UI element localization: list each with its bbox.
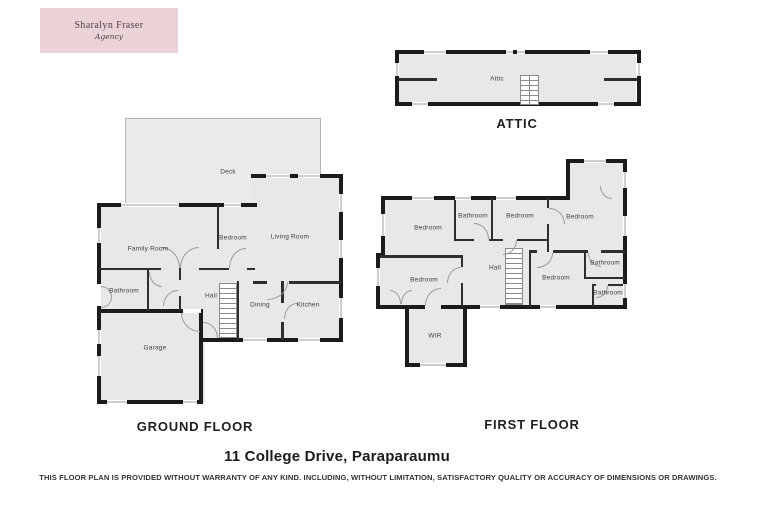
room-label-deck: Deck xyxy=(220,168,236,176)
room-label-wir: WIR xyxy=(428,332,442,340)
first-floor-heading: FIRST FLOOR xyxy=(484,417,580,432)
disclaimer-text: THIS FLOOR PLAN IS PROVIDED WITHOUT WARRANTY OF ANY KIND. INCLUDING, WITHOUT LIMITATION, SATISFACTORY QUALITY OR ACCURACY OF DIMENSIONS OR DRAWINGS. xyxy=(39,473,717,482)
room-label-bathroom-right-upper: Bathroom xyxy=(590,259,620,267)
window xyxy=(540,305,556,309)
room-label-bedroom-top-right: Bedroom xyxy=(566,213,594,221)
wall xyxy=(553,250,588,253)
window xyxy=(420,363,446,367)
property-address: 11 College Drive, Paraparaumu xyxy=(224,448,450,465)
room-label-bedroom-lower-left: Bedroom xyxy=(410,276,438,284)
wall xyxy=(381,196,570,200)
wall xyxy=(517,239,549,241)
staircase xyxy=(505,248,523,305)
room-label-hall-ground: Hall xyxy=(205,292,217,300)
wall xyxy=(566,159,570,200)
room-label-bathroom-ground: Bathroom xyxy=(109,287,139,295)
room-area xyxy=(566,161,627,200)
window xyxy=(623,172,627,188)
wall xyxy=(405,305,409,367)
wall xyxy=(601,250,625,253)
window xyxy=(376,268,380,286)
wall xyxy=(454,198,456,240)
room-label-bedroom-top-middle: Bedroom xyxy=(506,212,534,220)
window xyxy=(455,196,471,200)
window xyxy=(623,216,627,236)
wall xyxy=(380,255,462,258)
window xyxy=(623,284,627,298)
room-label-dining: Dining xyxy=(250,301,270,309)
agency-tagline: Agency xyxy=(95,32,123,41)
window xyxy=(584,159,606,163)
wall xyxy=(491,239,503,241)
wall xyxy=(454,239,474,241)
ground-floor-heading: GROUND FLOOR xyxy=(136,419,254,434)
wall xyxy=(584,250,586,278)
wall xyxy=(491,198,493,240)
wall xyxy=(376,305,425,309)
room-label-hall-first: Hall xyxy=(489,264,501,272)
room-label-bathroom-right-lower: Bathroom xyxy=(593,289,623,297)
wall xyxy=(547,198,549,208)
room-label-bathroom-top: Bathroom xyxy=(458,212,488,220)
room-label-kitchen: Kitchen xyxy=(296,301,320,309)
wall xyxy=(441,305,627,309)
room-label-bedroom-lower-right: Bedroom xyxy=(542,274,570,282)
room-label-family-room: Family Room xyxy=(127,245,169,253)
wall xyxy=(584,277,625,279)
room-label-attic: Attic xyxy=(490,75,504,83)
room-label-garage: Garage xyxy=(143,344,167,352)
wall xyxy=(463,305,467,367)
agency-name: Sharalyn Fraser xyxy=(74,20,144,31)
attic-heading: ATTIC xyxy=(496,116,538,131)
room-label-bedroom-ground: Bedroom xyxy=(219,234,247,242)
window xyxy=(480,305,500,309)
wall xyxy=(461,283,463,307)
room-label-living-room: Living Room xyxy=(270,233,310,241)
wall xyxy=(547,224,549,252)
wall xyxy=(529,250,531,307)
window xyxy=(412,196,434,200)
window xyxy=(496,196,516,200)
window xyxy=(381,214,385,236)
room-label-bedroom-top-left: Bedroom xyxy=(414,224,442,232)
